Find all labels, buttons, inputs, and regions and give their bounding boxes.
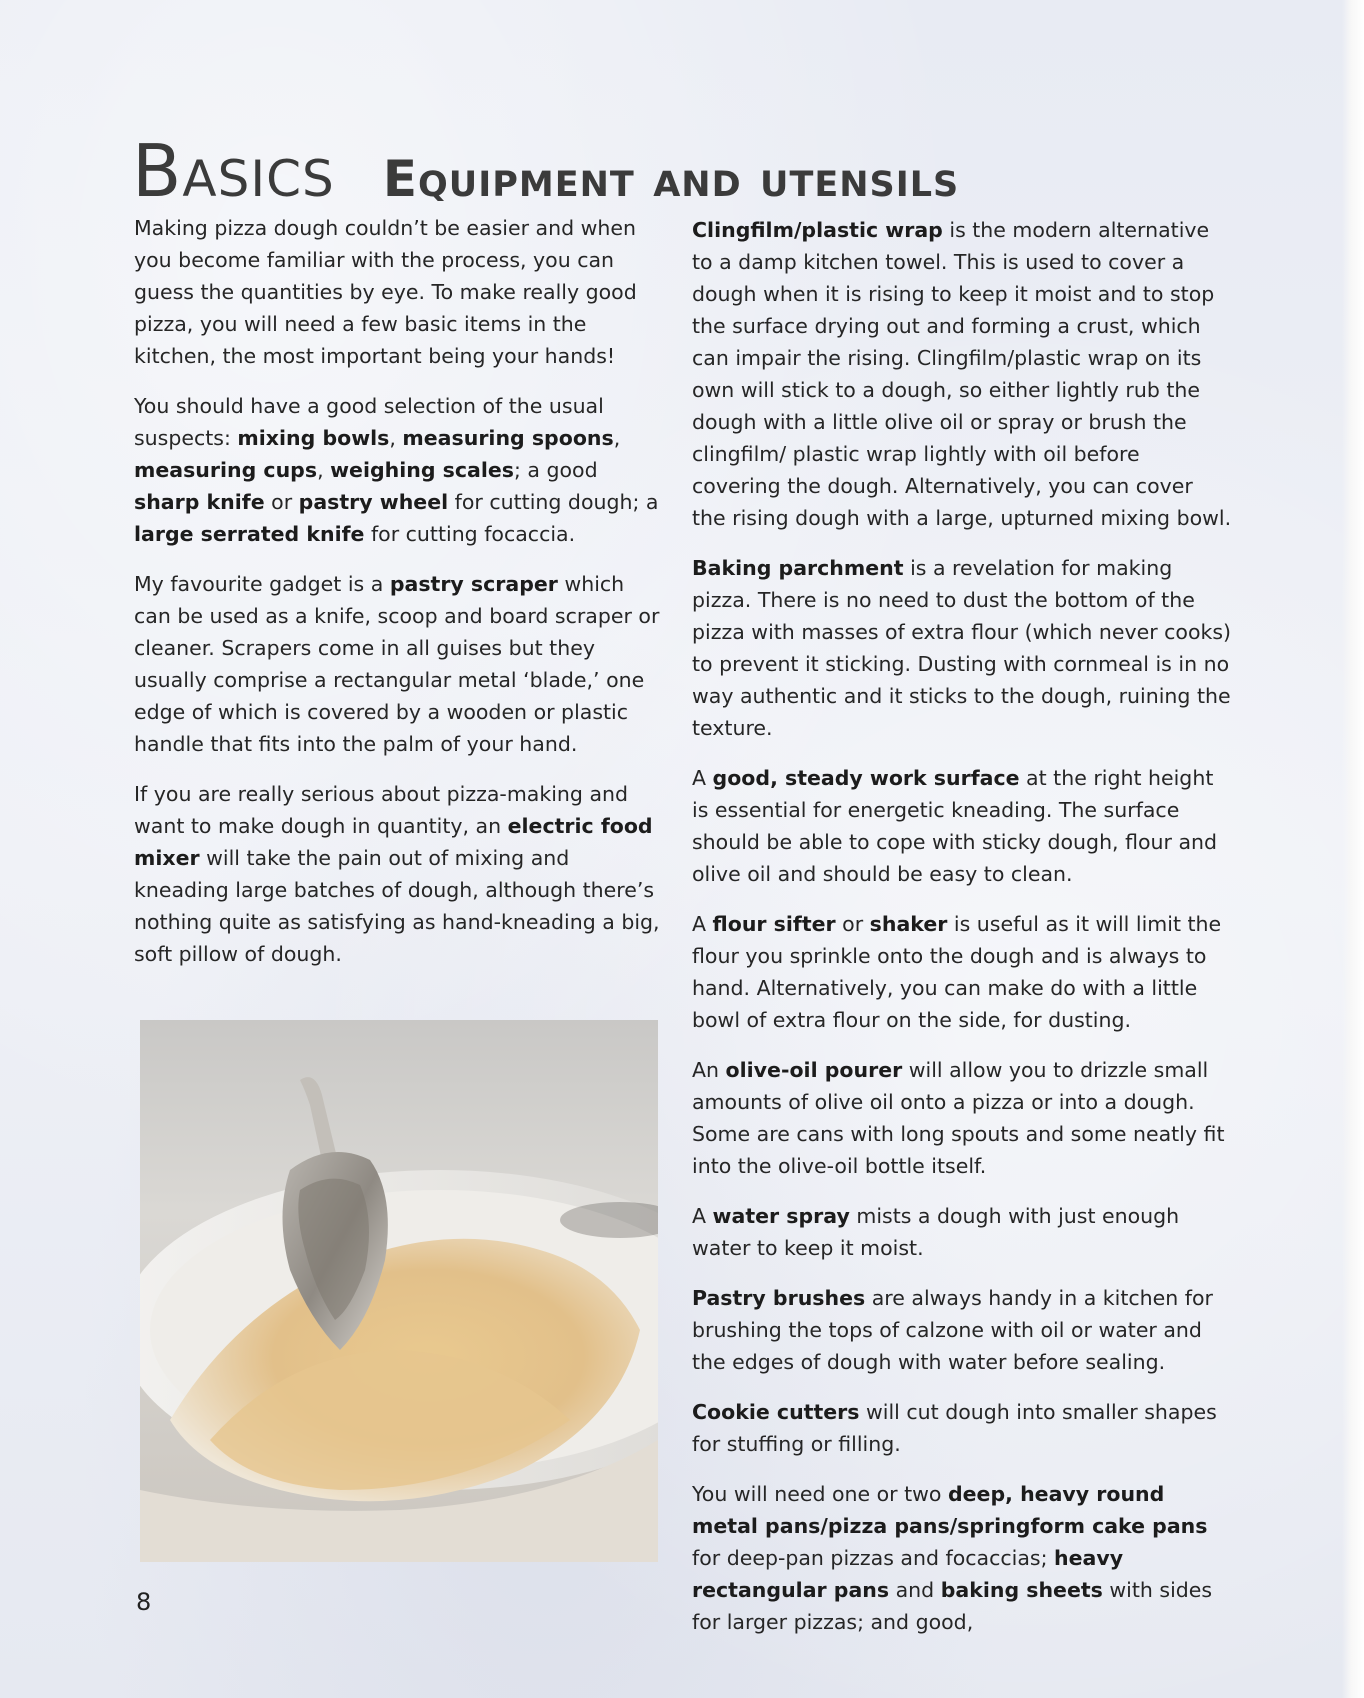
bold-term: sharp knife xyxy=(134,490,265,514)
bold-term: mixing bowls xyxy=(237,426,390,450)
right-text-column xyxy=(692,214,1232,1656)
text-run: My favourite gadget is a xyxy=(134,572,390,596)
bold-term: deep, heavy round metal pans/pizza pans/springform cake pans xyxy=(692,1482,1208,1538)
text-run: If you are really serious about pizza-making and want to make dough in quantity, an xyxy=(134,782,629,838)
bold-term: shaker xyxy=(869,912,948,936)
text-run: You should have a good selection of the usual suspects: xyxy=(134,394,604,450)
page-number: 8 xyxy=(136,1588,152,1616)
text-run: will cut dough into smaller shapes for stuffing or filling. xyxy=(692,1400,1217,1456)
left-text-column xyxy=(134,212,664,988)
text-run: for cutting dough; a xyxy=(448,490,659,514)
body-paragraph xyxy=(134,568,664,760)
text-run: will take the pain out of mixing and kneading large batches of dough, although there’s nothing quite as satisfying as hand-kneading a big, soft pillow of dough. xyxy=(134,846,660,966)
text-run: will allow you to drizzle small amounts of olive oil onto a pizza or into a dough. Some are cans with long spouts and some neatly fit into the olive-oil bottle itself. xyxy=(692,1058,1225,1178)
text-run: mists a dough with just enough water to keep it moist. xyxy=(692,1204,1180,1260)
body-paragraph xyxy=(692,1396,1232,1460)
text-run: , xyxy=(389,426,403,450)
body-paragraph xyxy=(134,778,664,970)
text-run: at the right height is essential for energetic kneading. The surface should be able to cope with sticky dough, flour and olive oil and should be easy to clean. xyxy=(692,766,1218,886)
bold-term: Pastry brushes xyxy=(692,1286,866,1310)
page-heading xyxy=(132,129,959,213)
text-run: is useful as it will limit the flour you sprinkle onto the dough and is always to hand. Alternatively, you can make do with a little bowl of extra flour on the side, for dusting. xyxy=(692,912,1222,1032)
text-run: Making pizza dough couldn’t be easier and when you become familiar with the process, you can guess the quantities by eye. To make really good pizza, you will need a few basic items in the kitchen, the most important being your hands! xyxy=(134,216,637,368)
text-run: , xyxy=(317,458,331,482)
bold-term: water spray xyxy=(712,1204,850,1228)
section-title: Basics xyxy=(132,129,335,214)
bold-term: weighing scales xyxy=(330,458,514,482)
bold-term: baking sheets xyxy=(940,1578,1103,1602)
bold-term: pastry scraper xyxy=(389,572,558,596)
text-run: An xyxy=(692,1058,726,1082)
bold-term: electric food mixer xyxy=(134,814,653,870)
text-run: for deep-pan pizzas and focaccias; xyxy=(692,1546,1055,1570)
text-run: is the modern alternative to a damp kitchen towel. This is used to cover a dough when it is rising to keep it moist and to stop the surface drying out and forming a crust, which can impair the rising. Clingfilm/plastic wrap on its own will stick to a dough, so either lightly rub the dough with a little olive oil or spray or brush the clingfilm/ plastic wrap lightly with oil before covering the dough. Alternatively, you can cover the rising dough with a large, upturned mixing bowl. xyxy=(692,218,1232,530)
bold-term: large serrated knife xyxy=(134,522,365,546)
text-run: A xyxy=(692,1204,713,1228)
bold-term: heavy rectangular pans xyxy=(692,1546,1124,1602)
text-run: or xyxy=(835,912,870,936)
text-run: with sides for larger pizzas; and good, xyxy=(692,1578,1213,1634)
bold-term: pastry wheel xyxy=(298,490,449,514)
bold-term: measuring cups xyxy=(134,458,318,482)
text-run: is a revelation for making pizza. There is no need to dust the bottom of the pizza with masses of extra flour (which never cooks) to prevent it sticking. Dusting with cornmeal is in no way authentic and it sticks to the dough, ruining the texture. xyxy=(692,556,1232,740)
text-run: or xyxy=(264,490,299,514)
text-run: for cutting focaccia. xyxy=(364,522,576,546)
body-paragraph xyxy=(692,214,1232,534)
text-run: and xyxy=(889,1578,941,1602)
bold-term: olive-oil pourer xyxy=(725,1058,903,1082)
bold-term: Clingfilm/plastic wrap xyxy=(692,218,943,242)
text-run: ; a good xyxy=(514,458,598,482)
body-paragraph xyxy=(134,390,664,550)
page-title: Equipment and utensils xyxy=(382,150,960,209)
bold-term: good, steady work surface xyxy=(712,766,1020,790)
body-paragraph xyxy=(692,552,1232,744)
flour-scoop-photo xyxy=(140,1020,658,1562)
body-paragraph xyxy=(692,1054,1232,1182)
body-paragraph xyxy=(692,1282,1232,1378)
text-run: are always handy in a kitchen for brushing the tops of calzone with oil or water and the edges of dough with water before sealing. xyxy=(692,1286,1213,1374)
bold-term: Baking parchment xyxy=(692,556,904,580)
bold-term: measuring spoons xyxy=(402,426,614,450)
text-run: which can be used as a knife, scoop and board scraper or cleaner. Scrapers come in all guises but they usually comprise a rectangular metal ‘blade,’ one edge of which is covered by a wooden or plastic handle that fits into the palm of your hand. xyxy=(134,572,660,756)
text-run: A xyxy=(692,766,713,790)
text-run: A xyxy=(692,912,713,936)
text-run: You will need one or two xyxy=(692,1482,948,1506)
bold-term: flour sifter xyxy=(712,912,836,936)
body-paragraph xyxy=(692,908,1232,1036)
body-paragraph xyxy=(134,212,664,372)
page-edge xyxy=(1342,0,1364,1698)
text-run: , xyxy=(613,426,621,450)
body-paragraph xyxy=(692,762,1232,890)
body-paragraph xyxy=(692,1478,1232,1638)
body-paragraph xyxy=(692,1200,1232,1264)
bold-term: Cookie cutters xyxy=(692,1400,860,1424)
